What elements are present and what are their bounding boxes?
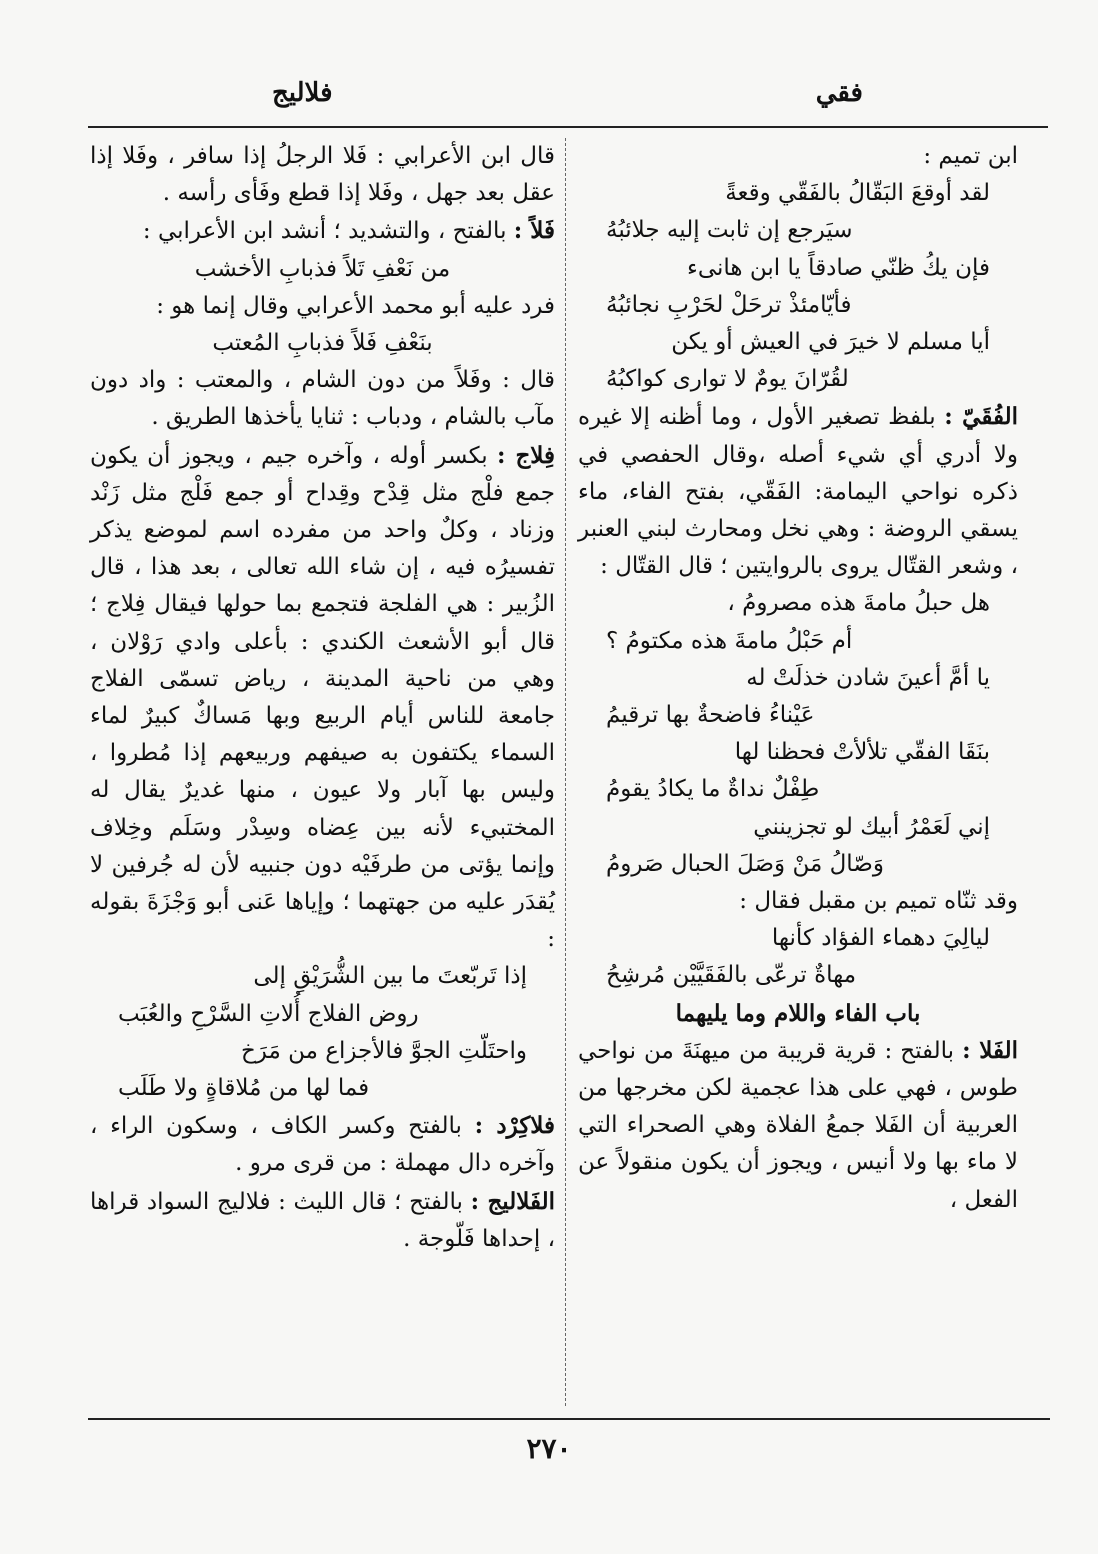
entry-headword: فَلاً : — [513, 217, 555, 245]
page-header — [0, 70, 1098, 120]
entry-headword: فلاكِرْد : — [474, 1112, 555, 1140]
verse-line: من نَعْفِ تَلاً فذبابِ الأخشب — [194, 255, 451, 282]
verse-line: بنَعْفِ فَلاً فذبابِ المُعتب — [212, 330, 433, 357]
poem-3 — [578, 920, 1018, 994]
entry-fuqayy — [578, 398, 1018, 585]
verse-line: لقُرّانَ يومٌ لا توارى كواكبُهُ — [606, 366, 849, 393]
right-column — [578, 138, 1018, 1219]
verse-line: فأيّامئذْ ترحَلْ لحَرْبِ نجائبُهُ — [606, 291, 852, 318]
entry-filaj — [90, 437, 555, 959]
paragraph: قال ابن الأعرابي : فَلا الرجلُ إذا سافر ، وفَلا إذا عقل بعد جهل ، وفَلا إذا قطع وفَأى رأسه . — [90, 143, 555, 207]
entry-fallan — [90, 212, 555, 250]
entry-headword: الفُقَيّ : — [944, 403, 1018, 431]
entry-text: بالفتح وكسر الكاف ، وسكون الراء ، وآخره دال مهملة : من قرى مرو . — [90, 1113, 555, 1177]
entry-falalij — [90, 1183, 555, 1258]
verse-line: إني لَعَمْرُ أبيك لو تجزينني — [753, 813, 990, 840]
paragraph: فرد عليه أبو محمد الأعرابي وقال إنما هو : — [156, 292, 555, 319]
left-column — [90, 138, 555, 1258]
section-title: باب الفاء واللام وما يليهما — [675, 999, 921, 1027]
running-head-left: فلاليج — [272, 78, 333, 108]
running-head-right: فقي — [815, 78, 863, 108]
entry-headword: الفَلا : — [962, 1036, 1018, 1064]
page-number: ٢٧٠ — [526, 1432, 572, 1465]
verse-line: فإن يكُ ظنّي صادقاً يا ابن هانىء — [687, 254, 990, 281]
verse-line: مهاةٌ ترعّى بالفَقَيَّيْن مُرشِحُ — [606, 962, 857, 989]
verse-line: واحتَلّتِ الجوَّ فالأجزاع من مَرَخ — [240, 1037, 527, 1064]
paragraph: قال : وفَلاً من دون الشام ، والمعتب : واد دون مآب بالشام ، ودباب : ثنايا يأخذها الطريق . — [90, 367, 555, 431]
poem-line-single — [90, 251, 555, 288]
verse-line: بنَقَا الفقّي تلألأتْ فحظنا لها — [734, 739, 990, 766]
footer-rule — [88, 1418, 1050, 1420]
intro-line: ابن تميم : — [923, 143, 1018, 169]
poem-1 — [578, 175, 1018, 398]
verse-line: عَيْناءُ فاضحةٌ بها ترقيمُ — [606, 702, 815, 729]
verse-line: إذا تَربّعتَ ما بين الشُّرَيْقِ إلى — [253, 963, 527, 990]
citation-line: وقد ثنّاه تميم بن مقبل فقال : — [739, 888, 1018, 915]
column-divider — [565, 138, 566, 1406]
verse-line: سيَرجع إن ثابت إليه جلائبُهُ — [606, 217, 853, 244]
poem-4 — [90, 958, 555, 1107]
verse-line: وَصّالُ مَنْ وَصَلَ الحبال صَرومُ — [606, 850, 884, 877]
entry-text: بالفتح ؛ قال الليث : فلاليج السواد قراها ، إحداها فَلّوجة . — [90, 1188, 555, 1252]
entry-fala — [578, 1032, 1018, 1219]
verse-line: لقد أوقعَ البَقّالُ بالفَقّي وقعةً — [725, 180, 990, 207]
verse-line: يا أمَّ أعينَ شادن خذلَتْ له — [746, 664, 990, 691]
entry-text: بلفظ تصغير الأول ، وما أظنه إلا غيره ولا أدري أي شيء أصله ،وقال الحفصي في ذكره نواحي اليمامة: الفَقّي، بفتح الفاء، ماء يسقي الروضة : وهي نخل ومحارث لبني العنبر ، وشعر القتّال يروى بالروايتين ؛ قال القتّال : — [578, 404, 1018, 580]
verse-line: هل حبلُ مامةَ هذه مصرومُ ، — [727, 590, 990, 617]
verse-line: فما لها من مُلاقاةٍ ولا طَلَب — [118, 1075, 370, 1102]
poem-line-single — [90, 325, 555, 362]
entry-falakird — [90, 1107, 555, 1182]
entry-text: بكسر أوله ، وآخره جيم ، ويجوز أن يكون جمع فلْج مثل قِدْح وقِداح أو جمع فَلْج مثل زَنْد وزناد ، وكلٌ واحد من مفرده اسم لموضع يذكر تفسيرُه فيه ، إن شاء الله تعالى ، بعد هذا ، قال الزُبير : هي الفلجة فتجمع بما حولها فيقال فِلاج ؛ قال أبو الأشعث الكندي : بأعلى وادي رَوْلان ، وهي من ناحية المدينة ، رياض تسمّى الفلاج جامعة للناس أيام الربيع وبها مَساكٌ كبيرٌ لماء السماء يكتفون به صيفهم وربيعهم إذا مُطروا ، وليس بها آبار ولا عيون ، منها غديرٌ يقال له المختبيء لأنه بين عِضاه وسِدْر وسَلَم وخِلاف وإنما يؤتى من طرفَيْه دون جنبيه لأن له جُرفين لا يُقدَر عليه من جهتهما ؛ وإياها عَنى أبو وَجْزَةَ بقوله : — [90, 442, 555, 953]
verse-line: أم حَبْلُ مامةَ هذه مكتومُ ؟ — [606, 627, 853, 654]
entry-headword: فِلاج : — [496, 441, 556, 469]
verse-line: ليالِيَ دهماء الفؤاد كأنها — [771, 925, 990, 952]
entry-text: بالفتح : قرية قريبة من ميهنَةَ من نواحي طوس ، فهي على هذا عجمية لكن مخرجها من العربية أن الفَلا جمعُ الفلاة وهي الصحراء التي لا ماء بها ولا أنيس ، ويجوز أن يكون منقولاً عن الفعل ، — [578, 1037, 1018, 1213]
verse-line: روض الفلاج أُلاتِ السَّرْحِ والعُبَب — [118, 1000, 419, 1027]
entry-text: بالفتح ، والتشديد ؛ أنشد ابن الأعرابي : — [142, 218, 507, 245]
verse-line: أيا مسلم لا خيرَ في العيش أو يكن — [671, 329, 990, 356]
verse-line: طِفْلٌ نداةٌ ما يكادُ يقومُ — [606, 776, 820, 803]
entry-headword: الفَلاليج : — [470, 1187, 556, 1215]
poem-2 — [578, 585, 1018, 883]
header-rule — [88, 126, 1048, 128]
